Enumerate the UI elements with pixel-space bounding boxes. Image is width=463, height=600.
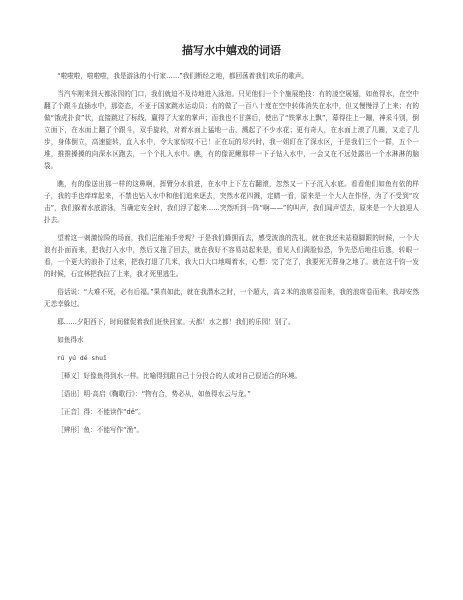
paragraph-pool-entry: 当汽车刚来到天都泳园的门口，我们就迫不及待地进入泳池。只见他们一个个施展绝技：有的凌空展翅，如鱼得水，在空中翻了个跟斗直插水中，那姿态，不亚于国家跳水运动员；有的做了一百八十度在空中转体消失在水中，但又慢慢浮了上来；有的做“饿虎扑食”状，直接跳过了标线，赢得了大家的掌声；而我也不甘落后，使出了“铁掌水上飘”，幕得往上一蹦，神采斗别，倒立面下，在水面上翻了个跟斗，双手旋转，对着水面上猛地一击，溅起了不少水花；更有奇人，在水面上滚了几圈，又走了几步，身体倒立，高速旋转，直入水中，令大家惊叹不已！正在玩的尽兴时，我一姐盯在了深水区，于是我们三个一群，五个一堆，推推搡搡的向深水区跑去，一个个扎入水中。瞧，有的像泥鳅那样一下子钻入水中，一会又在不远处露出一个水淋淋的脑袋。 (44, 90, 419, 170)
paragraph-proverb: 俗话说：“大难不死，必有后福。”果真如此，就在我潜水之时，一个超大，高２米的浪席卷而来，我的浪席卷而来，我却安然无恙幸躲过。 (44, 288, 419, 308)
paragraph-deep-water: 瞧，有的像送出那一样的这鼻啊，挥臂分水前进，在水中上下左右翻滚，忽然又一下子沉入水底。看看他们如鱼有依的样子，我的手也痒痒起来，不禁也钻入水中和他们追来逐去，突然水花四溅，定睛一看，原来是一个大人在作怪，为了不受到“攻击”，我们躲着水底游泳，当确定安全时，我们浮了起来……突然听到一阵“啊——”的叫声，我们闻声望去，原来是一个大浪迎人扑去。 (44, 180, 419, 224)
idiom-character-note: ［辨形］鱼：不能写作“渔”。 (57, 426, 144, 434)
idiom-pronunciation-note: ［正音］得：不能读作“dě”。 (57, 408, 145, 416)
idiom-pinyin: rú yú dé shuǐ (56, 354, 107, 362)
document-title: 描写水中嬉戏的词语 (182, 44, 281, 57)
idiom-source: ［语出］明·高启《鞠歌行》：“物有合，势必从，如鱼得水云与龙。” (57, 390, 251, 398)
paragraph-farewell: 耶……夕阳西下，时间催促着我们赶快回家。天都！水之都！我们的乐园！别了。 (57, 318, 295, 326)
idiom-heading: 如鱼得水 (57, 336, 84, 344)
paragraph-waves: 望着这一刺激惊险的场面，我们岂能袖手旁观？于是我们蜂拥而去，感受波浪的洗礼，就在我还未站稳脚跟的时候，一个大浪有扑面而来，把我打入水中，然后又拖了回去，就在我好不容易站起来是，看见人们满脸惊恐，争先恐后地往后逃，转眼一看，一个更大的浪扑了过来，把我打退了几米，我大口大口地喝着水，心想：完了完了，我要死无葬身之地了。就在这千钧一发的时候，石宜林把我拉了上来，我才死里逃生。 (44, 234, 419, 278)
idiom-definition: ［释义］好像鱼得到水一样。比喻得到跟自己十分投合的人或对自己很适合的环境。 (57, 372, 302, 380)
paragraph-intro: “啦啦啦，啦啦啦，我是游泳的小行家……”我们断经之地，都回荡着我们欢乐的歌声。 (57, 72, 308, 80)
